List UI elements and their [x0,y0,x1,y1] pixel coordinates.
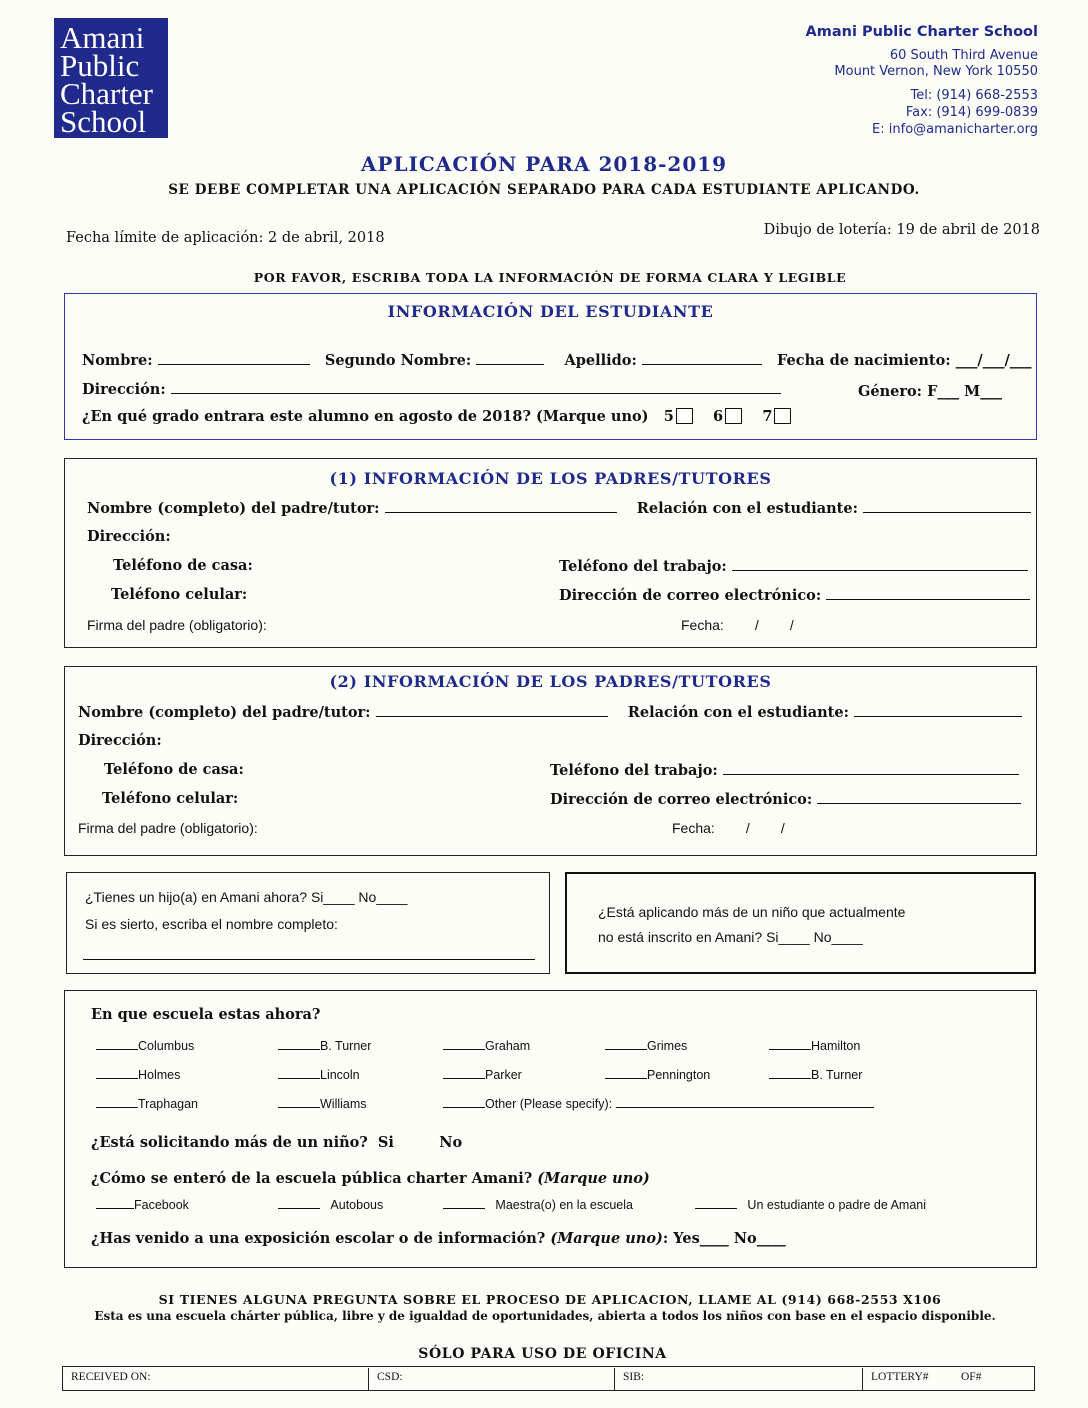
student-info-section [64,293,1037,440]
current-school-question: En que escuela estas ahora? [91,1006,321,1023]
footer-question: SI TIENES ALGUNA PREGUNTA SOBRE EL PROCESO DE APLICACION, LLAME AL (914) 668-2553 X106 [158,1292,942,1307]
school-option[interactable]: Williams [278,1096,367,1111]
direccion-label: Dirección: [82,381,166,398]
school-option[interactable]: Grimes [605,1038,687,1053]
parent1-relation-field[interactable] [863,499,1031,513]
parent2-email-label: Dirección de correo electrónico: [550,791,813,808]
parent1-work-phone-row [559,557,1028,575]
parent2-relation-field[interactable] [854,703,1022,717]
parent1-home-phone-label: Teléfono de casa: [113,557,253,574]
parent2-name-row [78,703,1022,721]
school-email: E: info@amanicharter.org [872,122,1038,137]
direccion-field[interactable] [171,380,781,394]
parent2-name-label: Nombre (completo) del padre/tutor: [78,704,371,721]
school-option[interactable]: Columbus [96,1038,194,1053]
expo-question: ¿Has venido a una exposición escolar o de información? [91,1230,546,1247]
parent2-address-label: Dirección: [78,732,162,749]
page-title: APLICACIÓN PARA 2018-2019 [360,152,728,176]
footer-note: Esta es una escuela chárter pública, libre y de igualdad de oportunidades, abierta a todos los niños con base en el espacio disponible. [94,1309,996,1323]
segundo-nombre-field[interactable] [476,351,544,365]
office-use-title: SÓLO PARA USO DE OFICINA [418,1346,667,1362]
received-on-cell[interactable]: RECEIVED ON: [63,1368,369,1390]
logo-line-3: Charter [60,76,153,111]
csd-cell[interactable]: CSD: [369,1368,615,1390]
parent2-date-field[interactable]: Fecha: / / [672,820,785,836]
school-option[interactable]: Hamilton [769,1038,860,1053]
sibling-question[interactable]: ¿Tienes un hijo(a) en Amani ahora? Si____ No____ [85,889,408,905]
lottery-date-text: Dibujo de lotería: 19 de abril de 2018 [763,222,1040,238]
heard-option[interactable]: Autobous [278,1197,383,1212]
multi-child-question-1: ¿Está aplicando más de un niño que actualmente [598,904,906,920]
parent1-section [64,458,1037,648]
parent1-cell-phone-label: Teléfono celular: [111,586,248,603]
grade-question: ¿En qué grado entrara este alumno en agosto de 2018? (Marque uno) [82,408,649,425]
parent1-work-phone-field[interactable] [732,557,1028,571]
school-option[interactable]: Graham [443,1038,530,1053]
birthdate-field[interactable]: Fecha de nacimiento: ___/___/___ [777,352,1032,369]
grade-5-checkbox[interactable] [676,408,693,424]
heard-option[interactable]: Facebook [96,1197,189,1212]
parent1-relation-label: Relación con el estudiante: [636,500,858,517]
school-option-other[interactable]: Other (Please specify): [443,1096,874,1111]
school-address-1: 60 South Third Avenue [889,48,1038,63]
sibling-section [66,872,550,974]
parent2-name-field[interactable] [376,703,608,717]
multi-child-request[interactable]: ¿Está solicitando más de un niño? Si No [91,1134,463,1151]
heard-about-question: ¿Cómo se enteró de la escuela pública charter Amani? [91,1170,533,1187]
parent2-work-phone-field[interactable] [723,761,1019,775]
logo-line-1: Amani [60,20,145,55]
apellido-label: Apellido: [564,352,637,369]
parent1-work-phone-label: Teléfono del trabajo: [559,558,727,575]
school-option[interactable]: Traphagan [96,1096,198,1111]
school-tel: Tel: (914) 668-2553 [910,88,1038,103]
lottery-number-cell[interactable]: LOTTERY# [871,1371,929,1383]
heard-option[interactable]: Maestra(o) en la escuela [443,1197,633,1212]
grade-7-label: 7 [762,408,773,425]
page-subtitle: SE DEBE COMPLETAR UNA APLICACIÓN SEPARADO PARA CADA ESTUDIANTE APLICANDO. [168,182,920,198]
parent2-cell-phone-label: Teléfono celular: [102,790,239,807]
school-option[interactable]: Parker [443,1067,522,1082]
gender-field[interactable]: Género: F___ M___ [858,383,1002,400]
school-option[interactable]: Lincoln [278,1067,360,1082]
sib-cell[interactable]: SIB: [615,1368,863,1390]
school-logo [54,18,168,138]
sibling-name-label: Si es sierto, escriba el nombre completo: [85,916,338,932]
parent2-title: (2) INFORMACIÓN DE LOS PADRES/TUTORES [329,672,772,691]
grade-6-checkbox[interactable] [725,408,742,424]
student-address-row [82,380,781,398]
segundo-nombre-label: Segundo Nombre: [324,352,472,369]
grade-row [82,408,791,425]
multi-child-section [565,872,1036,974]
grade-5-label: 5 [663,408,674,425]
heard-about-note: (Marque uno) [537,1170,650,1187]
sibling-name-field[interactable] [83,959,535,960]
grade-6-label: 6 [713,408,724,425]
grade-7-checkbox[interactable] [774,408,791,424]
parent2-home-phone-label: Teléfono de casa: [104,761,244,778]
parent1-name-label: Nombre (completo) del padre/tutor: [87,500,380,517]
school-option[interactable]: Pennington [605,1067,710,1082]
parent1-name-row [87,499,1031,517]
school-address-2: Mount Vernon, New York 10550 [834,64,1038,79]
parent2-work-phone-label: Teléfono del trabajo: [550,762,718,779]
expo-answer[interactable]: : Yes____ No____ [662,1230,786,1247]
parent2-relation-label: Relación con el estudiante: [627,704,849,721]
deadline-text: Fecha límite de aplicación: 2 de abril, 2018 [66,230,385,246]
student-name-row [82,351,1032,369]
parent1-email-label: Dirección de correo electrónico: [559,587,822,604]
apellido-field[interactable] [642,351,762,365]
parent1-email-row [559,586,1030,604]
heard-about-row [91,1170,650,1187]
parent2-signature-label: Firma del padre (obligatorio): [78,820,258,836]
schools-section [64,990,1037,1268]
school-option[interactable]: B. Turner [278,1038,371,1053]
nombre-field[interactable] [158,351,310,365]
parent1-date-field[interactable]: Fecha: / / [681,617,794,633]
parent2-work-phone-row [550,761,1019,779]
parent1-email-field[interactable] [826,586,1030,600]
expo-row [91,1230,786,1247]
of-number-cell[interactable]: OF# [961,1371,982,1383]
heard-option[interactable]: Un estudiante o padre de Amani [695,1197,926,1212]
parent1-title: (1) INFORMACIÓN DE LOS PADRES/TUTORES [329,469,772,488]
school-name: Amani Public Charter School [805,24,1038,40]
school-option[interactable]: Holmes [96,1067,180,1082]
parent1-name-field[interactable] [385,499,617,513]
parent2-section [64,666,1037,856]
expo-note: (Marque uno) [550,1230,663,1247]
nombre-label: Nombre: [82,352,153,369]
logo-line-2: Public [60,48,140,83]
parent2-email-field[interactable] [817,790,1021,804]
school-fax: Fax: (914) 699-0839 [905,105,1038,120]
student-section-title: INFORMACIÓN DEL ESTUDIANTE [387,302,714,321]
parent2-email-row [550,790,1021,808]
parent1-address-label: Dirección: [87,528,171,545]
logo-line-4: School [60,104,147,139]
school-option[interactable]: B. Turner [769,1067,862,1082]
parent1-signature-label: Firma del padre (obligatorio): [87,617,267,633]
multi-child-question-2[interactable]: no está inscrito en Amani? Si____ No____ [598,929,863,945]
instruction-text: POR FAVOR, ESCRIBA TODA LA INFORMACIÓN DE FORMA CLARA Y LEGIBLE [253,270,847,285]
